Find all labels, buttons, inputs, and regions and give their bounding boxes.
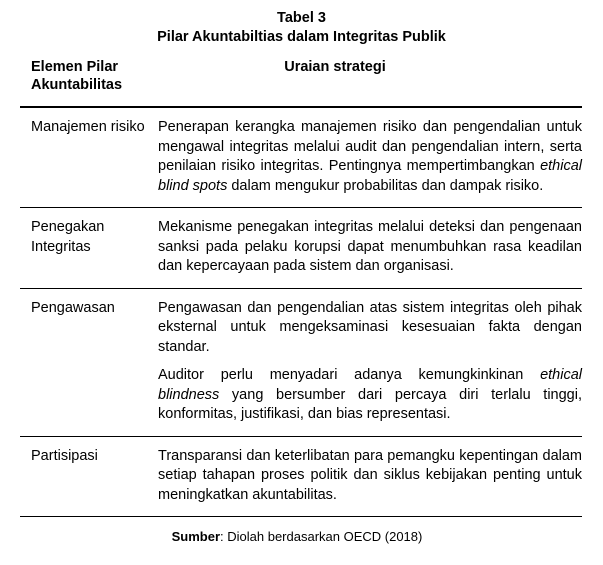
pillar-description — [158, 108, 582, 207]
pillar-label: Penegakan Integritas — [31, 219, 105, 255]
pillar-label: Manajemen risiko — [31, 119, 145, 135]
row-description-cell — [158, 436, 582, 517]
row-label-cell — [20, 288, 158, 436]
table-body — [20, 107, 582, 517]
row-label-cell — [20, 208, 158, 289]
pillar-accountability-table — [20, 47, 582, 517]
header-label-line1: Elemen Pilar — [31, 59, 119, 75]
table-row — [20, 436, 582, 517]
description-paragraph — [158, 118, 582, 196]
italic-term: ethical blind spots — [158, 158, 582, 194]
table-number: Tabel 3 — [277, 10, 326, 26]
italic-term: ethical blindness — [158, 367, 582, 403]
text-segment: yang bersumber dari percaya diri terlalu tinggi, konformitas, justifikasi, dan bias representasi. — [158, 386, 582, 422]
text-segment: dalam mengukur probabilitas dan dampak risiko. — [227, 177, 544, 194]
table-header — [20, 47, 582, 107]
table-row — [20, 107, 582, 208]
description-paragraph-secondary — [158, 366, 582, 425]
source-text: : Diolah berdasarkan OECD (2018) — [220, 529, 423, 544]
pillar-description — [158, 289, 582, 436]
table-caption: Pilar Akuntabiltias dalam Integritas Publik — [157, 29, 446, 45]
pillar-label: Pengawasan — [31, 299, 115, 316]
row-label-cell — [20, 107, 158, 208]
description-paragraph — [158, 299, 582, 358]
table-header-row — [20, 47, 582, 107]
text-segment: Pengawasan dan pengendalian atas sistem integritas oleh pihak eksternal untuk mengeksaminasi kesesuaian fakta dengan standar. — [158, 299, 582, 355]
table-container — [20, 47, 582, 545]
source-label: Sumber — [171, 529, 221, 544]
pillar-description — [158, 208, 582, 288]
row-description-cell — [158, 208, 582, 289]
text-segment: Auditor perlu menyadari adanya kemungkinkinan — [158, 367, 541, 383]
row-label-cell — [20, 436, 158, 517]
table-row — [20, 208, 582, 289]
source-note — [20, 517, 582, 545]
table-row — [20, 288, 582, 436]
header-cell-element-pillar — [20, 47, 158, 107]
row-description-cell — [158, 288, 582, 436]
pillar-description — [158, 437, 582, 517]
description-paragraph — [158, 218, 582, 277]
header-label-line2: Akuntabilitas — [31, 77, 123, 93]
description-paragraph — [158, 447, 582, 506]
table-title-block — [0, 0, 603, 47]
text-segment: Penerapan kerangka manajemen risiko dan pengendalian untuk mengawal integritas melalui audit dan pengendalian intern, serta penilaian risiko integritas. Pentingnya mempertimbangkan — [158, 119, 582, 174]
pillar-label: Partisipasi — [31, 447, 98, 464]
row-description-cell — [158, 107, 582, 208]
text-segment: Mekanisme penegakan integritas melalui deteksi dan pengenaan sanksi pada pelaku korupsi dapat menumbuhkan rasa keadilan dan kepercayaan pada sistem dan organisasi. — [158, 219, 582, 274]
header-cell-strategy-description — [158, 47, 582, 107]
text-segment: Transparansi dan keterlibatan para pemangku kepentingan dalam setiap tahapan proses politik dan siklus kebijakan penting untuk meningkatkan akuntabilitas. — [158, 447, 582, 503]
header-label-strategy: Uraian strategi — [284, 59, 386, 75]
